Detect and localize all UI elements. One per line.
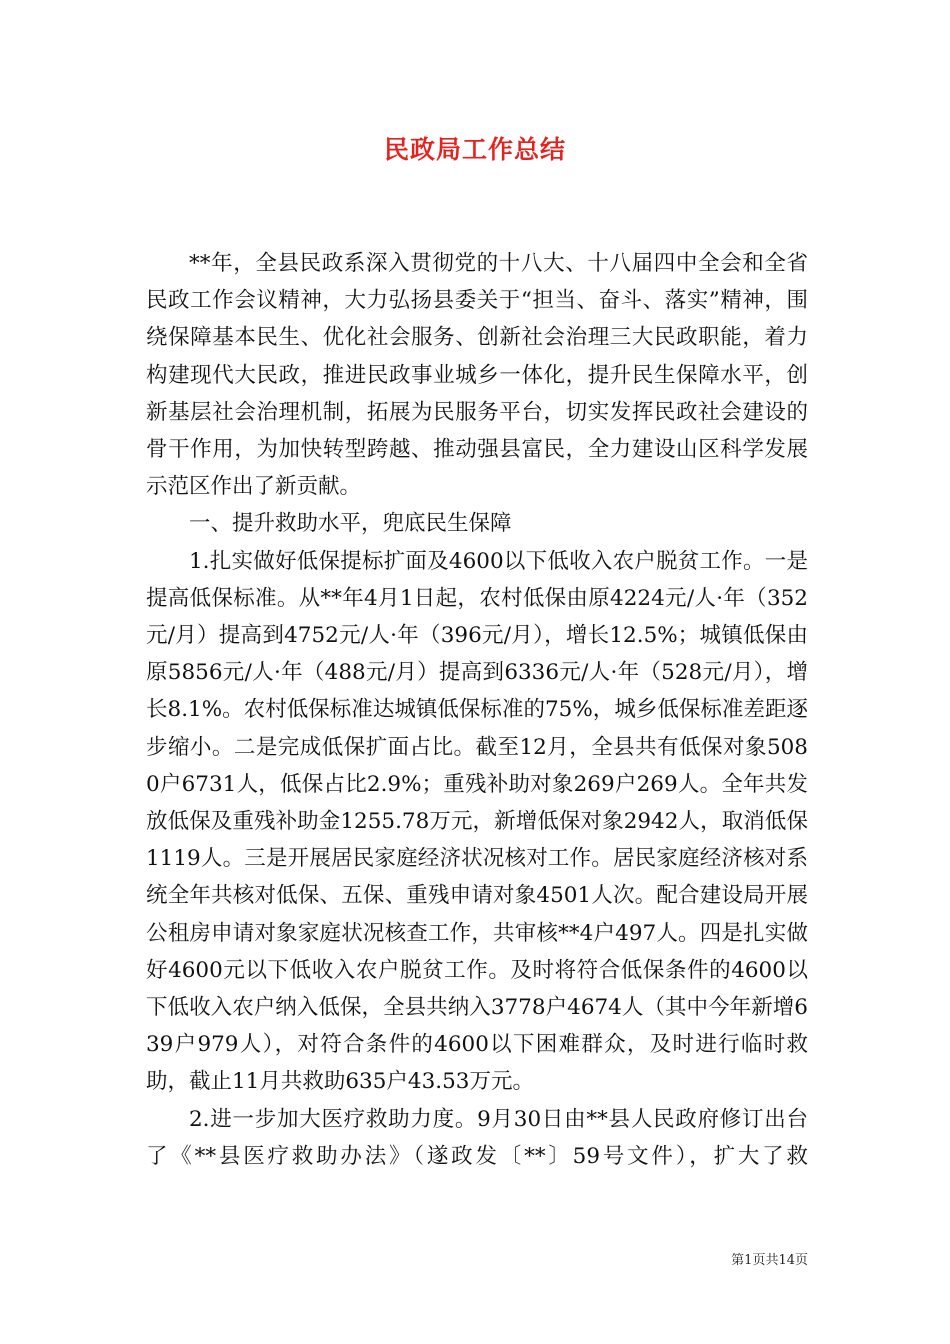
page-title: 民政局工作总结 bbox=[383, 135, 566, 164]
intro-paragraph: **年，全县民政系深入贯彻党的十八大、十八届四中全会和全省民政工作会议精神，大力弘扬县委关于“担当、奋斗、落实”精神，围绕保障基本民生、优化社会服务、创新社会治理三大民政职能，着力构建现代大民政，推进民政事业城乡一体化，提升民生保障水平，创新基层社会治理机制，拓展为民服务平台，切实发挥民政社会建设的骨干作用，为加快转型跨越、推动强县富民，全力建设山区科学发展示范区作出了新贡献。 bbox=[146, 251, 808, 500]
section-heading: 一、提升救助水平，兜底民生保障 bbox=[189, 511, 512, 537]
body-paragraph: 1.扎实做好低保提标扩面及4600以下低收入农户脱贫工作。一是提高低保标准。从**年4月1日起，农村低保由原4224元/人·年（352元/月）提高到4752元/人·年（396元/月），增长12.5%；城镇低保由原5856元/人·年（488元/月）提高到6336元/人·年（528元/月），增长8.1%。农村低保标准达城镇低保标准的75%，城乡低保标准差距逐步缩小。二是完成低保扩面占比。截至12月，全县共有低保对象5080户6731人，低保占比2.9%；重残补助对象269户269人。全年共发放低保及重残补助金1255.78万元，新增低保对象2942人，取消低保1119人。三是开展居民家庭经济状况核对工作。居民家庭经济核对系统全年共核对低保、五保、重残申请对象4501人次。配合建设局开展公租房申请对象家庭状况核查工作，共审核**4户497人。四是扎实做好4600元以下低收入农户脱贫工作。及时将符合低保条件的4600以下低收入农户纳入低保，全县共纳入3778户4674人（其中今年新增639户979人），对符合条件的4600以下困难群众，及时进行临时救助，截止11月共救助635户43.53万元。 bbox=[146, 548, 808, 1095]
document-body bbox=[146, 245, 808, 1175]
body-paragraph: 2.进一步加大医疗救助力度。9月30日由**县人民政府修订出台了《**县医疗救助办法》（遂政发〔**〕59号文件），扩大了救 bbox=[146, 1106, 808, 1169]
page-number: 第1页共14页 bbox=[731, 1253, 808, 1268]
